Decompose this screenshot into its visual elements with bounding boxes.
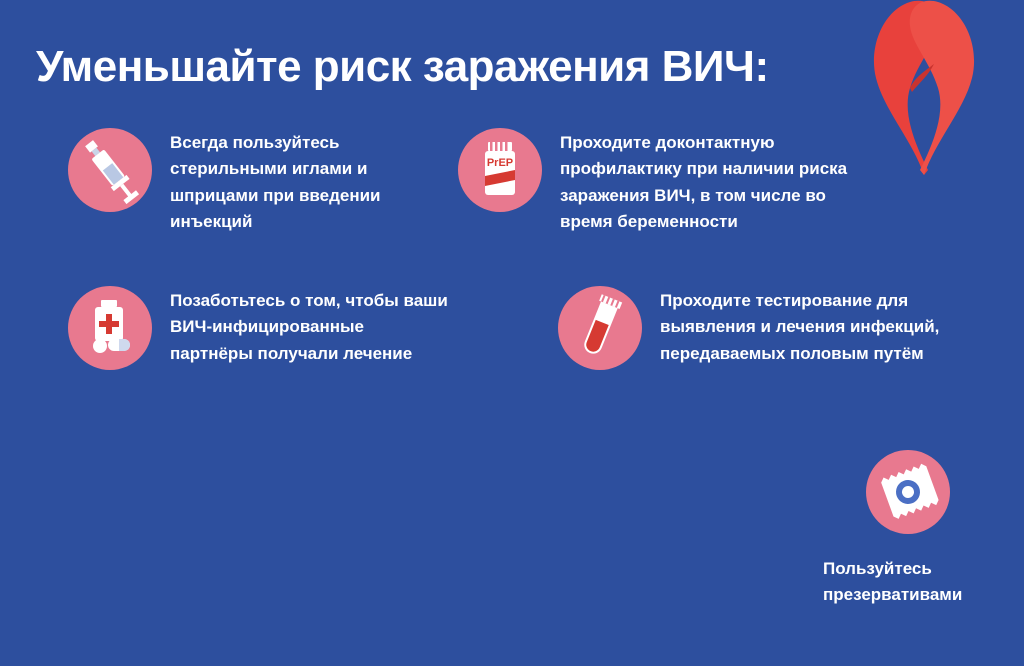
- medicine-bottle-pills-icon: [68, 286, 152, 370]
- tip-text-partners: Позаботьтесь о том, чтобы ваши ВИЧ-инфицированные партнёры получали лечение: [170, 291, 448, 363]
- tip-text-testing: Проходите тестирование для выявления и лечения инфекций, передаваемых половым путём: [660, 291, 940, 363]
- tip-item-partners: [68, 286, 448, 370]
- tip-item-needles: [68, 128, 448, 235]
- syringe-icon: [68, 128, 152, 212]
- tip-text-needles: Всегда пользуйтесь стерильными иглами и шприцами при введении инъекций: [170, 133, 381, 232]
- blood-test-tube-icon: [558, 286, 642, 370]
- tip-item-prep: [458, 128, 858, 235]
- tip-item-condoms: [808, 450, 1008, 609]
- prep-label: PrEP: [486, 157, 514, 169]
- tip-text-prep: Проходите доконтактную профилактику при наличии риска заражения ВИЧ, в том числе во время беременности: [560, 133, 848, 232]
- condom-package-icon: [866, 450, 950, 534]
- awareness-ribbon-icon: [854, 0, 994, 180]
- page-title: Уменьшайте риск заражения ВИЧ:: [36, 42, 769, 91]
- tip-text-condoms: Пользуйтесь презервативами: [823, 559, 963, 605]
- prep-pill-bottle-icon: [458, 128, 542, 212]
- tip-item-testing: [558, 286, 958, 370]
